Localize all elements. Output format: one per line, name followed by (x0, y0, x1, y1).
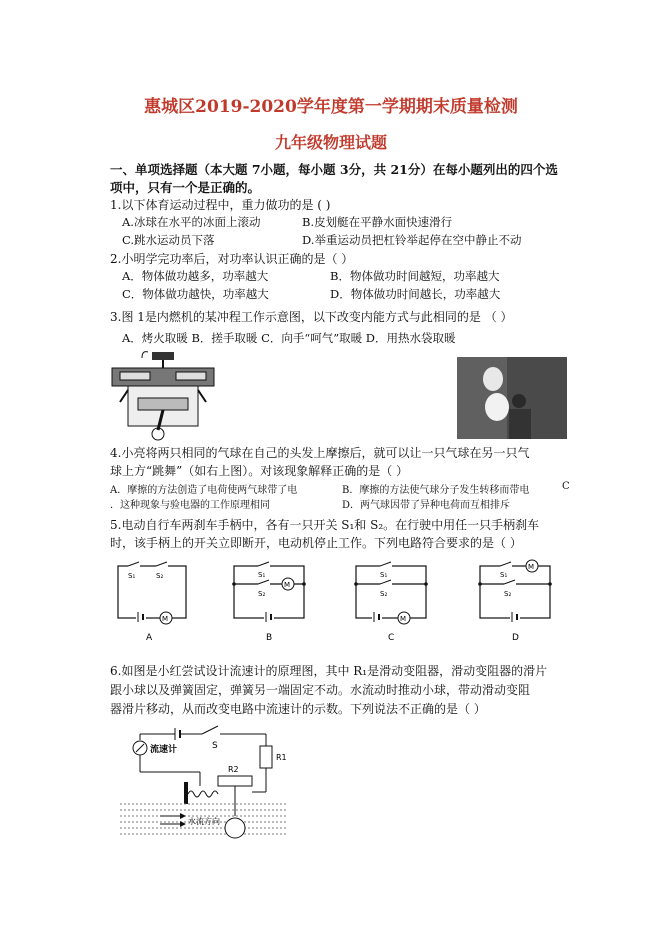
q5-stem-line2: 时，该手柄上的开关立即断开，电动机停止工作。下列电路符合要求的是（ ） (110, 536, 522, 550)
circuit-c-s1-label: S₁ (380, 571, 388, 579)
q6-stem-line2: 跟小球以及弹簧固定，弹簧另一端固定不动。水流动时推动小球，带动滑动变阻 (110, 683, 531, 697)
circuit-b (228, 560, 310, 644)
q3-stem: 3.图 1是内燃机的某冲程工作示意图，以下改变内能方式与此相同的是 （ ） (110, 310, 513, 324)
circuit-d-motor-label: M (528, 563, 535, 571)
q2-option-d: D．物体做功时间越长，功率越大 (330, 287, 501, 301)
q2-option-a: A．物体做功越多，功率越大 (122, 269, 269, 283)
circuit-a-motor-label: M (162, 615, 169, 623)
q2-option-c: C．物体做功越快，功率越大 (122, 287, 269, 301)
r2-label: R2 (228, 765, 239, 774)
q5-stem-line1: 5.电动自行车两刹车手柄中，各有一只开关 S₁和 S₂。在行驶中用任一只手柄刹车 (110, 518, 540, 532)
engine-stroke-figure (108, 350, 218, 442)
circuit-a-s1-label: S₁ (128, 572, 136, 580)
q4-option-d: D．两气球因带了异种电荷而互相排斥 (342, 500, 511, 511)
circuit-c-label: C (388, 633, 395, 643)
switch-label: S (212, 741, 218, 751)
q3-options: A．烤火取暖 B．搓手取暖 C．向手“呵气”取暖 D．用热水袋取暖 (122, 331, 456, 345)
exam-subtitle: 九年级物理试题 (274, 133, 387, 152)
section-heading-line1: 一、单项选择题（本大题 7小题，每小题 3分，共 21分）在每小题列出的四个选 (110, 162, 558, 177)
q1-stem: 1.以下体育运动过程中，重力做功的是 ( ) (110, 198, 331, 212)
q4-stem-line1: 4.小亮将两只相同的气球在自己的头发上摩擦后，就可以让一只气球在另一只气 (110, 446, 530, 460)
q4-option-c: ．这种现象与验电器的工作原理相同 (110, 500, 270, 511)
circuit-d (474, 556, 556, 644)
q1-option-a: A.冰球在水平的冰面上滚动 (122, 215, 261, 229)
q6-stem-line1: 6.如图是小红尝试设计流速计的原理图，其中 R₁是滑动变阻器，滑动变阻器的滑片 (110, 664, 548, 678)
circuit-c-s2-label: S₂ (380, 590, 388, 598)
q4-option-b: B．摩擦的方法使气球分子发生转移而带电 (342, 485, 530, 496)
circuit-a-label: A (146, 633, 153, 643)
circuit-d-s2-label: S₂ (504, 590, 512, 598)
q4-option-c-mark: C (562, 481, 570, 492)
q4-option-a: A．摩擦的方法创造了电荷使两气球带了电 (110, 485, 298, 496)
circuit-d-s1-label: S₁ (500, 571, 508, 579)
circuit-b-s1-label: S₁ (258, 571, 266, 579)
exam-title: 惠城区2019-2020学年度第一学期期末质量检测 (144, 97, 518, 117)
q1-option-b: B.皮划艇在平静水面快速滑行 (302, 215, 453, 229)
r1-label: R1 (276, 753, 287, 762)
circuit-b-s2-label: S₂ (258, 590, 266, 598)
q2-option-b: B．物体做功时间越短，功率越大 (330, 269, 500, 283)
circuit-b-label: B (266, 633, 273, 643)
flow-meter-label: 流速计 (150, 745, 178, 755)
balloon-photo (457, 357, 567, 439)
q1-option-c: C.跳水运动员下落 (122, 233, 215, 247)
q4-stem-line2: 球上方“跳舞”（如右上图）。对该现象解释正确的是（ ） (110, 464, 409, 478)
circuit-c (350, 560, 432, 644)
water-flow-label: 水流方向 (188, 817, 220, 826)
circuit-a-s2-label: S₂ (156, 572, 164, 580)
q2-stem: 2.小明学完功率后，对功率认识正确的是（ ） (110, 252, 354, 266)
flowmeter-diagram (120, 720, 290, 850)
circuit-c-motor-label: M (400, 615, 407, 623)
q6-stem-line3: 器滑片移动，从而改变电路中流速计的示数。下列说法不正确的是（ ） (110, 702, 486, 716)
q1-option-d: D.举重运动员把杠铃举起停在空中静止不动 (302, 233, 522, 247)
circuit-d-label: D (512, 633, 519, 643)
circuit-b-motor-label: M (284, 581, 291, 589)
circuit-a (110, 560, 192, 644)
section-heading-line2: 项中，只有一个是正确的。 (110, 180, 261, 195)
